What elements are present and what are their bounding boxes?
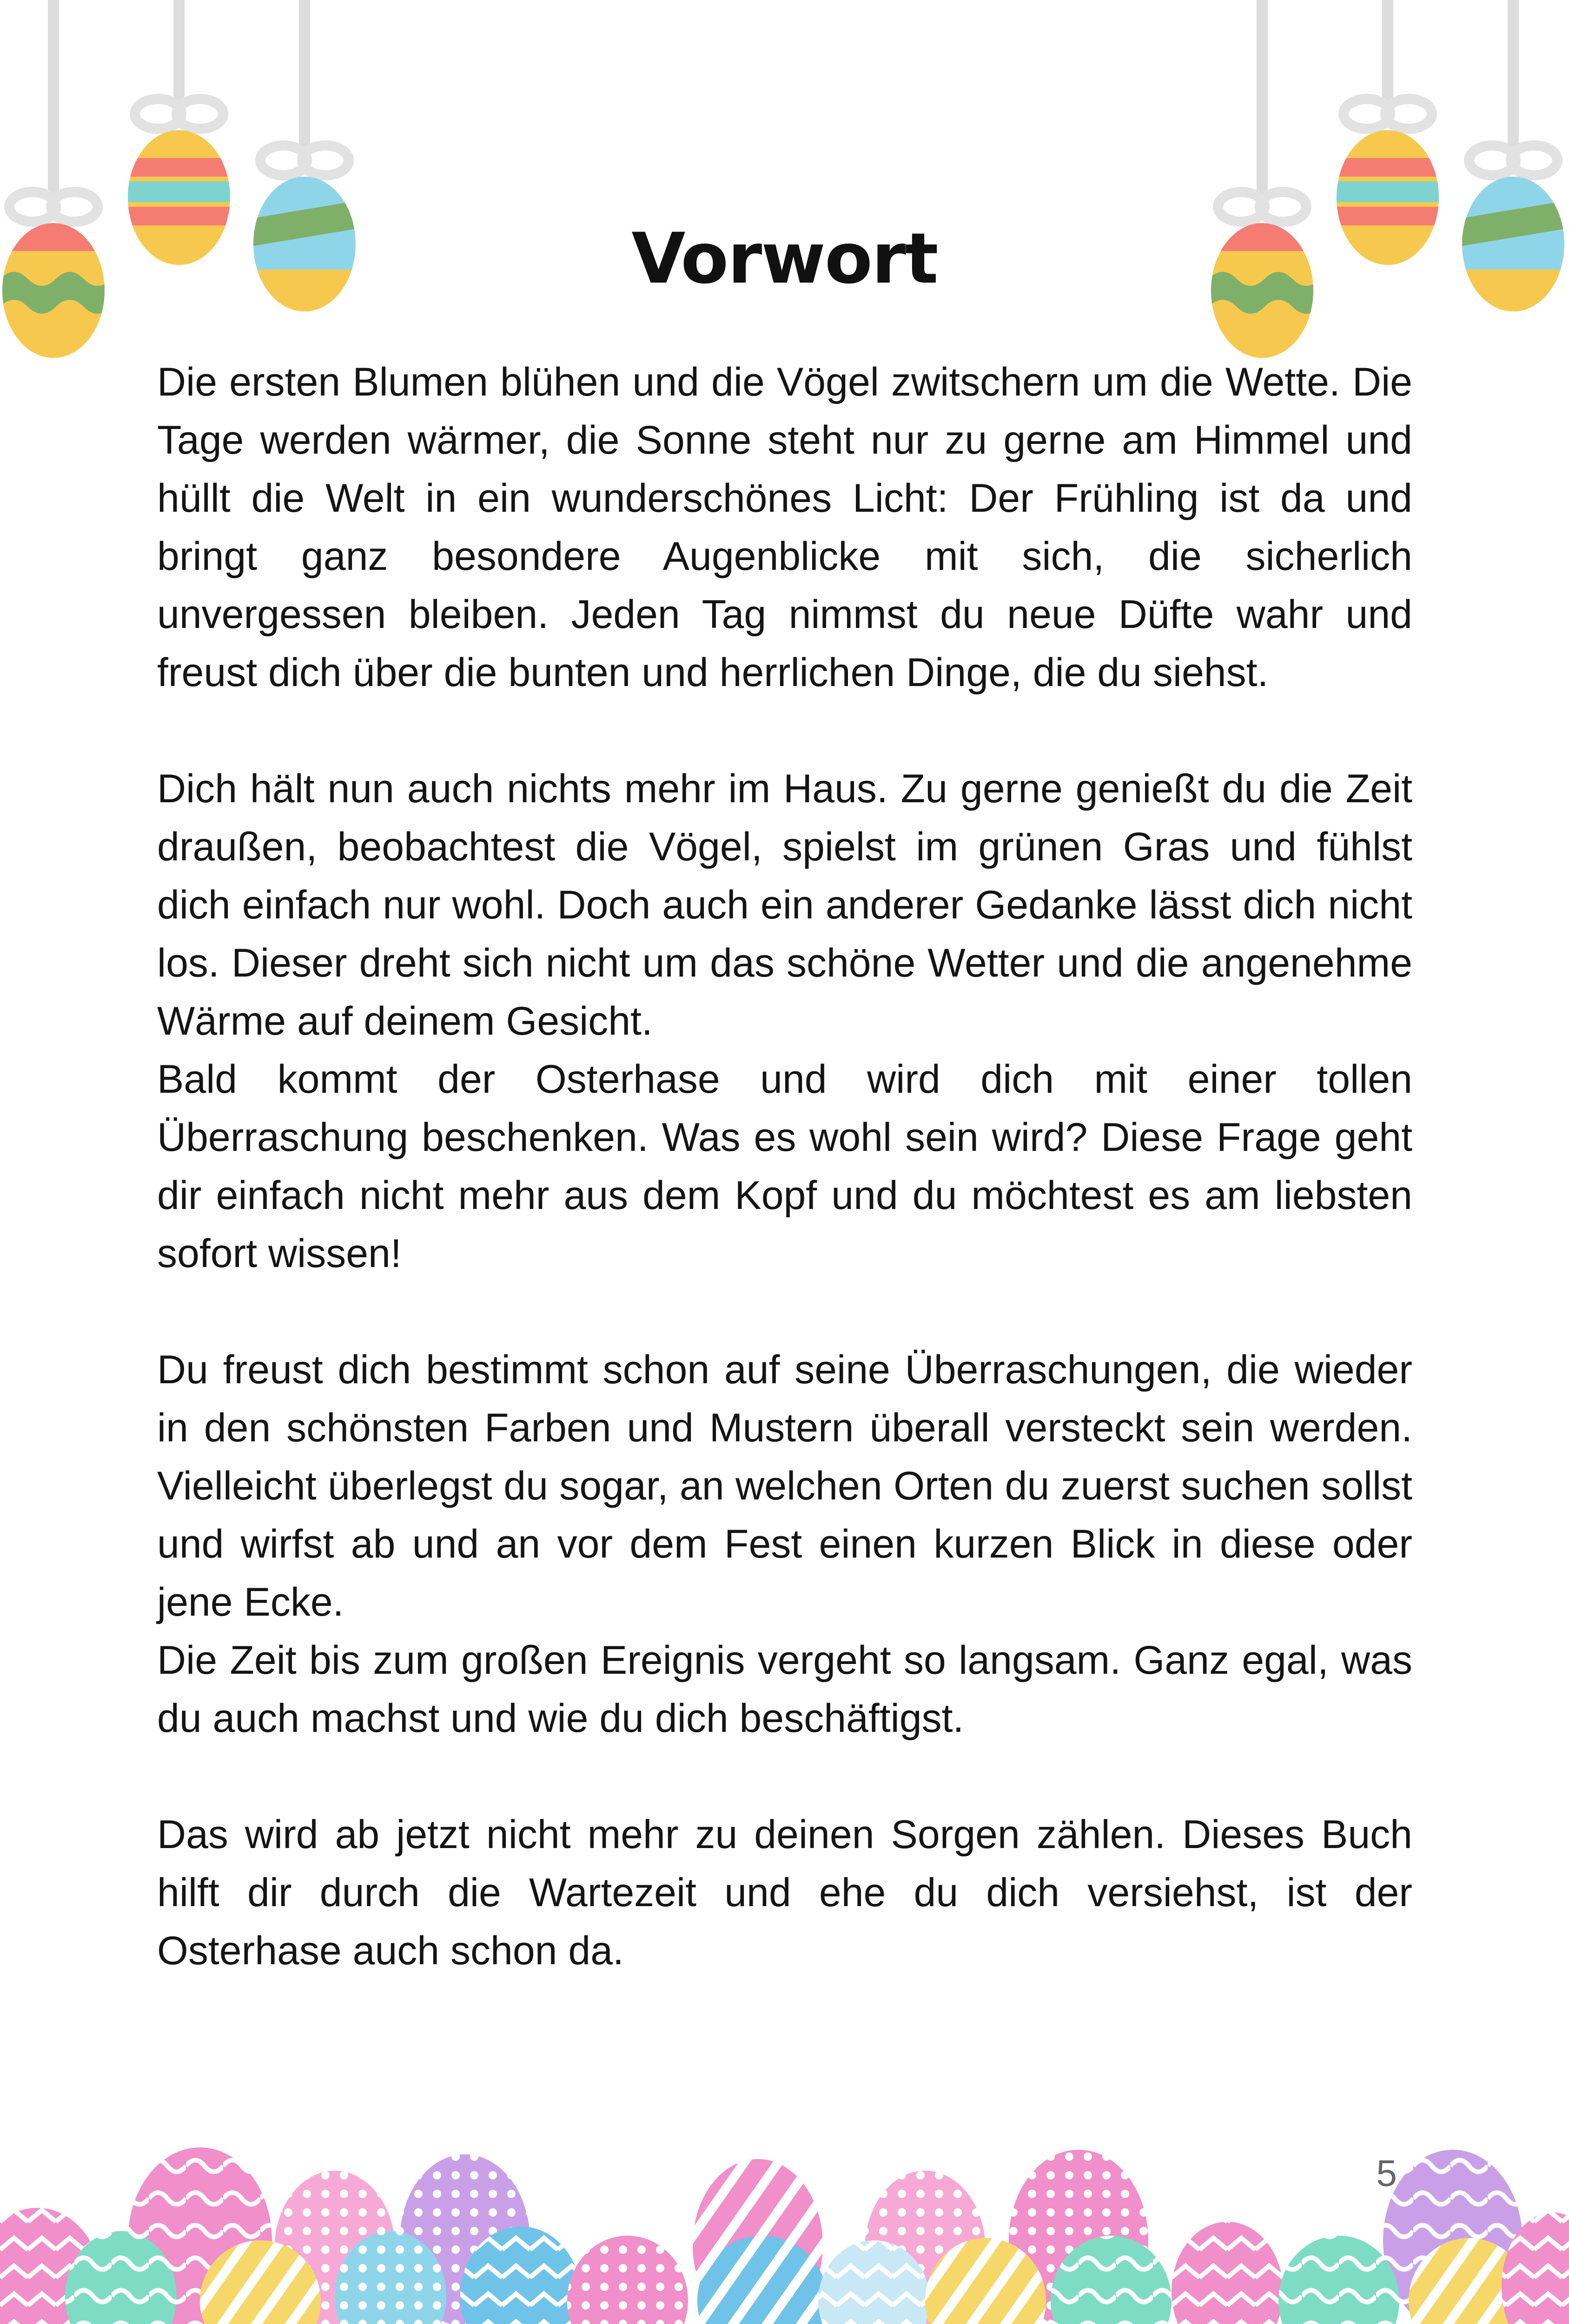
foreword-text [157,353,1412,1980]
paragraph: Du freust dich bestimmt schon auf seine Überraschungen, die wieder in den schönsten Farben und Mustern überall versteckt sein werden. Vielleicht überlegst du sogar, an welchen Orten du zuerst suchen sollst und wirfst ab und an vor dem Fest einen kurzen Blick in diese oder jene Ecke. [157,1347,1412,1624]
page-number: 5 [1376,2152,1397,2194]
hanging-easter-eggs-icon [0,0,1569,372]
paragraph: Das wird ab jetzt nicht mehr zu deinen Sorgen zählen. Dieses Buch hilft dir durch die Wartezeit und ehe du dich versiehst, ist der Osterhase auch schon da. [157,1812,1412,1973]
easter-egg-border-icon [0,2147,1569,2324]
paragraph: Die ersten Blumen blühen und die Vögel zwitschern um die Wette. Die Tage werden wärmer, die Sonne steht nur zu gerne am Himmel und hüllt die Welt in ein wunderschönes Licht: Der Frühling ist da und bringt ganz besondere Augenblicke mit sich, die sicherlich unvergessen bleiben. Jeden Tag nimmst du neue Düfte wahr und freust dich über die bunten und herrlichen Dinge, die du siehst. [157,360,1412,695]
paragraph: Bald kommt der Osterhase und wird dich mit einer tollen Überraschung beschenken. Was es wohl sein wird? Diese Frage geht dir einfach nicht mehr aus dem Kopf und du möchtest es am liebsten sofort wissen! [157,1057,1412,1276]
paragraph: Dich hält nun auch nichts mehr im Haus. Zu gerne genießt du die Zeit draußen, beobachtest die Vögel, spielst im grünen Gras und fühlst dich einfach nur wohl. Doch auch ein anderer Gedanke lässt dich nicht los. Dieser dreht sich nicht um das schöne Wetter und die angenehme Wärme auf deinem Gesicht. [157,766,1412,1043]
paragraph: Die Zeit bis zum großen Ereignis vergeht so langsam. Ganz egal, was du auch machst und wie du dich beschäftigst. [157,1638,1412,1741]
page-title: Vorwort [631,218,938,299]
